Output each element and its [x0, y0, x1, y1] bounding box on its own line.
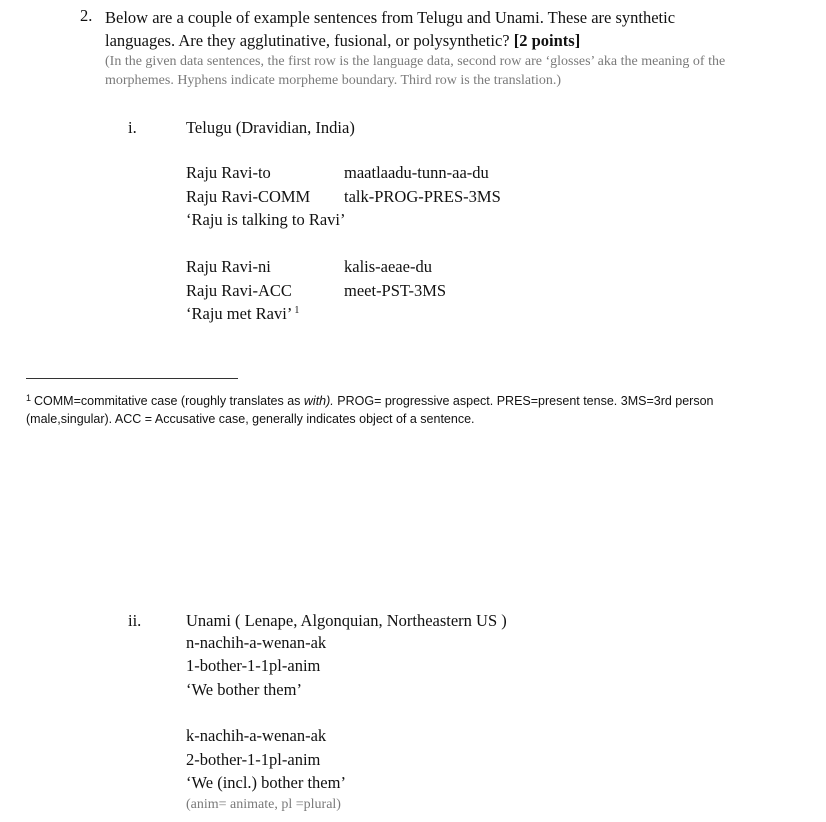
- unami-s1-data: n-nachih-a-wenan-ak: [186, 633, 327, 652]
- telugu-s1-translation: ‘Raju is talking to Ravi’: [186, 210, 346, 229]
- footnote-text-a: COMM=commitative case (roughly translates as: [34, 394, 301, 408]
- telugu-s2-data-a: Raju Ravi-ni: [186, 257, 271, 276]
- question-points: [2 points]: [513, 31, 581, 50]
- footnote: [26, 389, 726, 428]
- question-text: [105, 6, 745, 52]
- footnote-mark: 1: [26, 393, 32, 403]
- telugu-s2-translation: ‘Raju met Ravi’: [186, 304, 293, 323]
- telugu-s2-gloss-b: meet-PST-3MS: [344, 281, 447, 300]
- telugu-s1-data-a: Raju Ravi-to: [186, 163, 271, 182]
- example-ii-label: ii.: [128, 611, 142, 630]
- example-ii-title: Unami ( Lenape, Algonquian, Northeastern US ): [186, 611, 507, 630]
- telugu-s2-translation-line: [186, 304, 299, 324]
- footnote-reference[interactable]: 1: [294, 305, 300, 316]
- unami-s1-gloss: 1-bother-1-1pl-anim: [186, 656, 321, 675]
- telugu-s2-data-b: kalis-aeae-du: [344, 257, 432, 276]
- telugu-s1-data-b: maatlaadu-tunn-aa-du: [344, 163, 489, 182]
- question-text-main: Below are a couple of example sentences from Telugu and Unami. These are synthetic languages. Are they agglutinative, fusional, or polysynthetic?: [105, 8, 676, 50]
- question-note: (In the given data sentences, the first row is the language data, second row are ‘glosses’ aka the meaning of the morphemes. Hyphens indicate morpheme boundary. Third row is the translation.): [105, 54, 726, 88]
- unami-s1-translation: ‘We bother them’: [186, 680, 302, 699]
- example-i-title: Telugu (Dravidian, India): [186, 118, 355, 137]
- telugu-s1-gloss-a: Raju Ravi-COMM: [186, 187, 311, 206]
- telugu-s1-gloss-b: talk-PROG-PRES-3MS: [344, 187, 501, 206]
- telugu-s2-gloss-a: Raju Ravi-ACC: [186, 281, 292, 300]
- question-number: 2.: [80, 6, 93, 25]
- unami-s2-gloss: 2-bother-1-1pl-anim: [186, 750, 321, 769]
- footnote-text-italic: with).: [303, 394, 334, 408]
- unami-s2-data: k-nachih-a-wenan-ak: [186, 726, 327, 745]
- unami-abbrev-note: (anim= animate, pl =plural): [186, 797, 341, 812]
- example-i-label: i.: [128, 118, 137, 137]
- footnote-text-b: PROG= progressive aspect. PRES=present tense. 3MS=3rd person (male,singular). ACC = Accusative case, generally indicates object of a sentence.: [26, 394, 714, 426]
- footnote-divider: [26, 378, 238, 379]
- unami-s2-translation: ‘We (incl.) bother them’: [186, 773, 346, 792]
